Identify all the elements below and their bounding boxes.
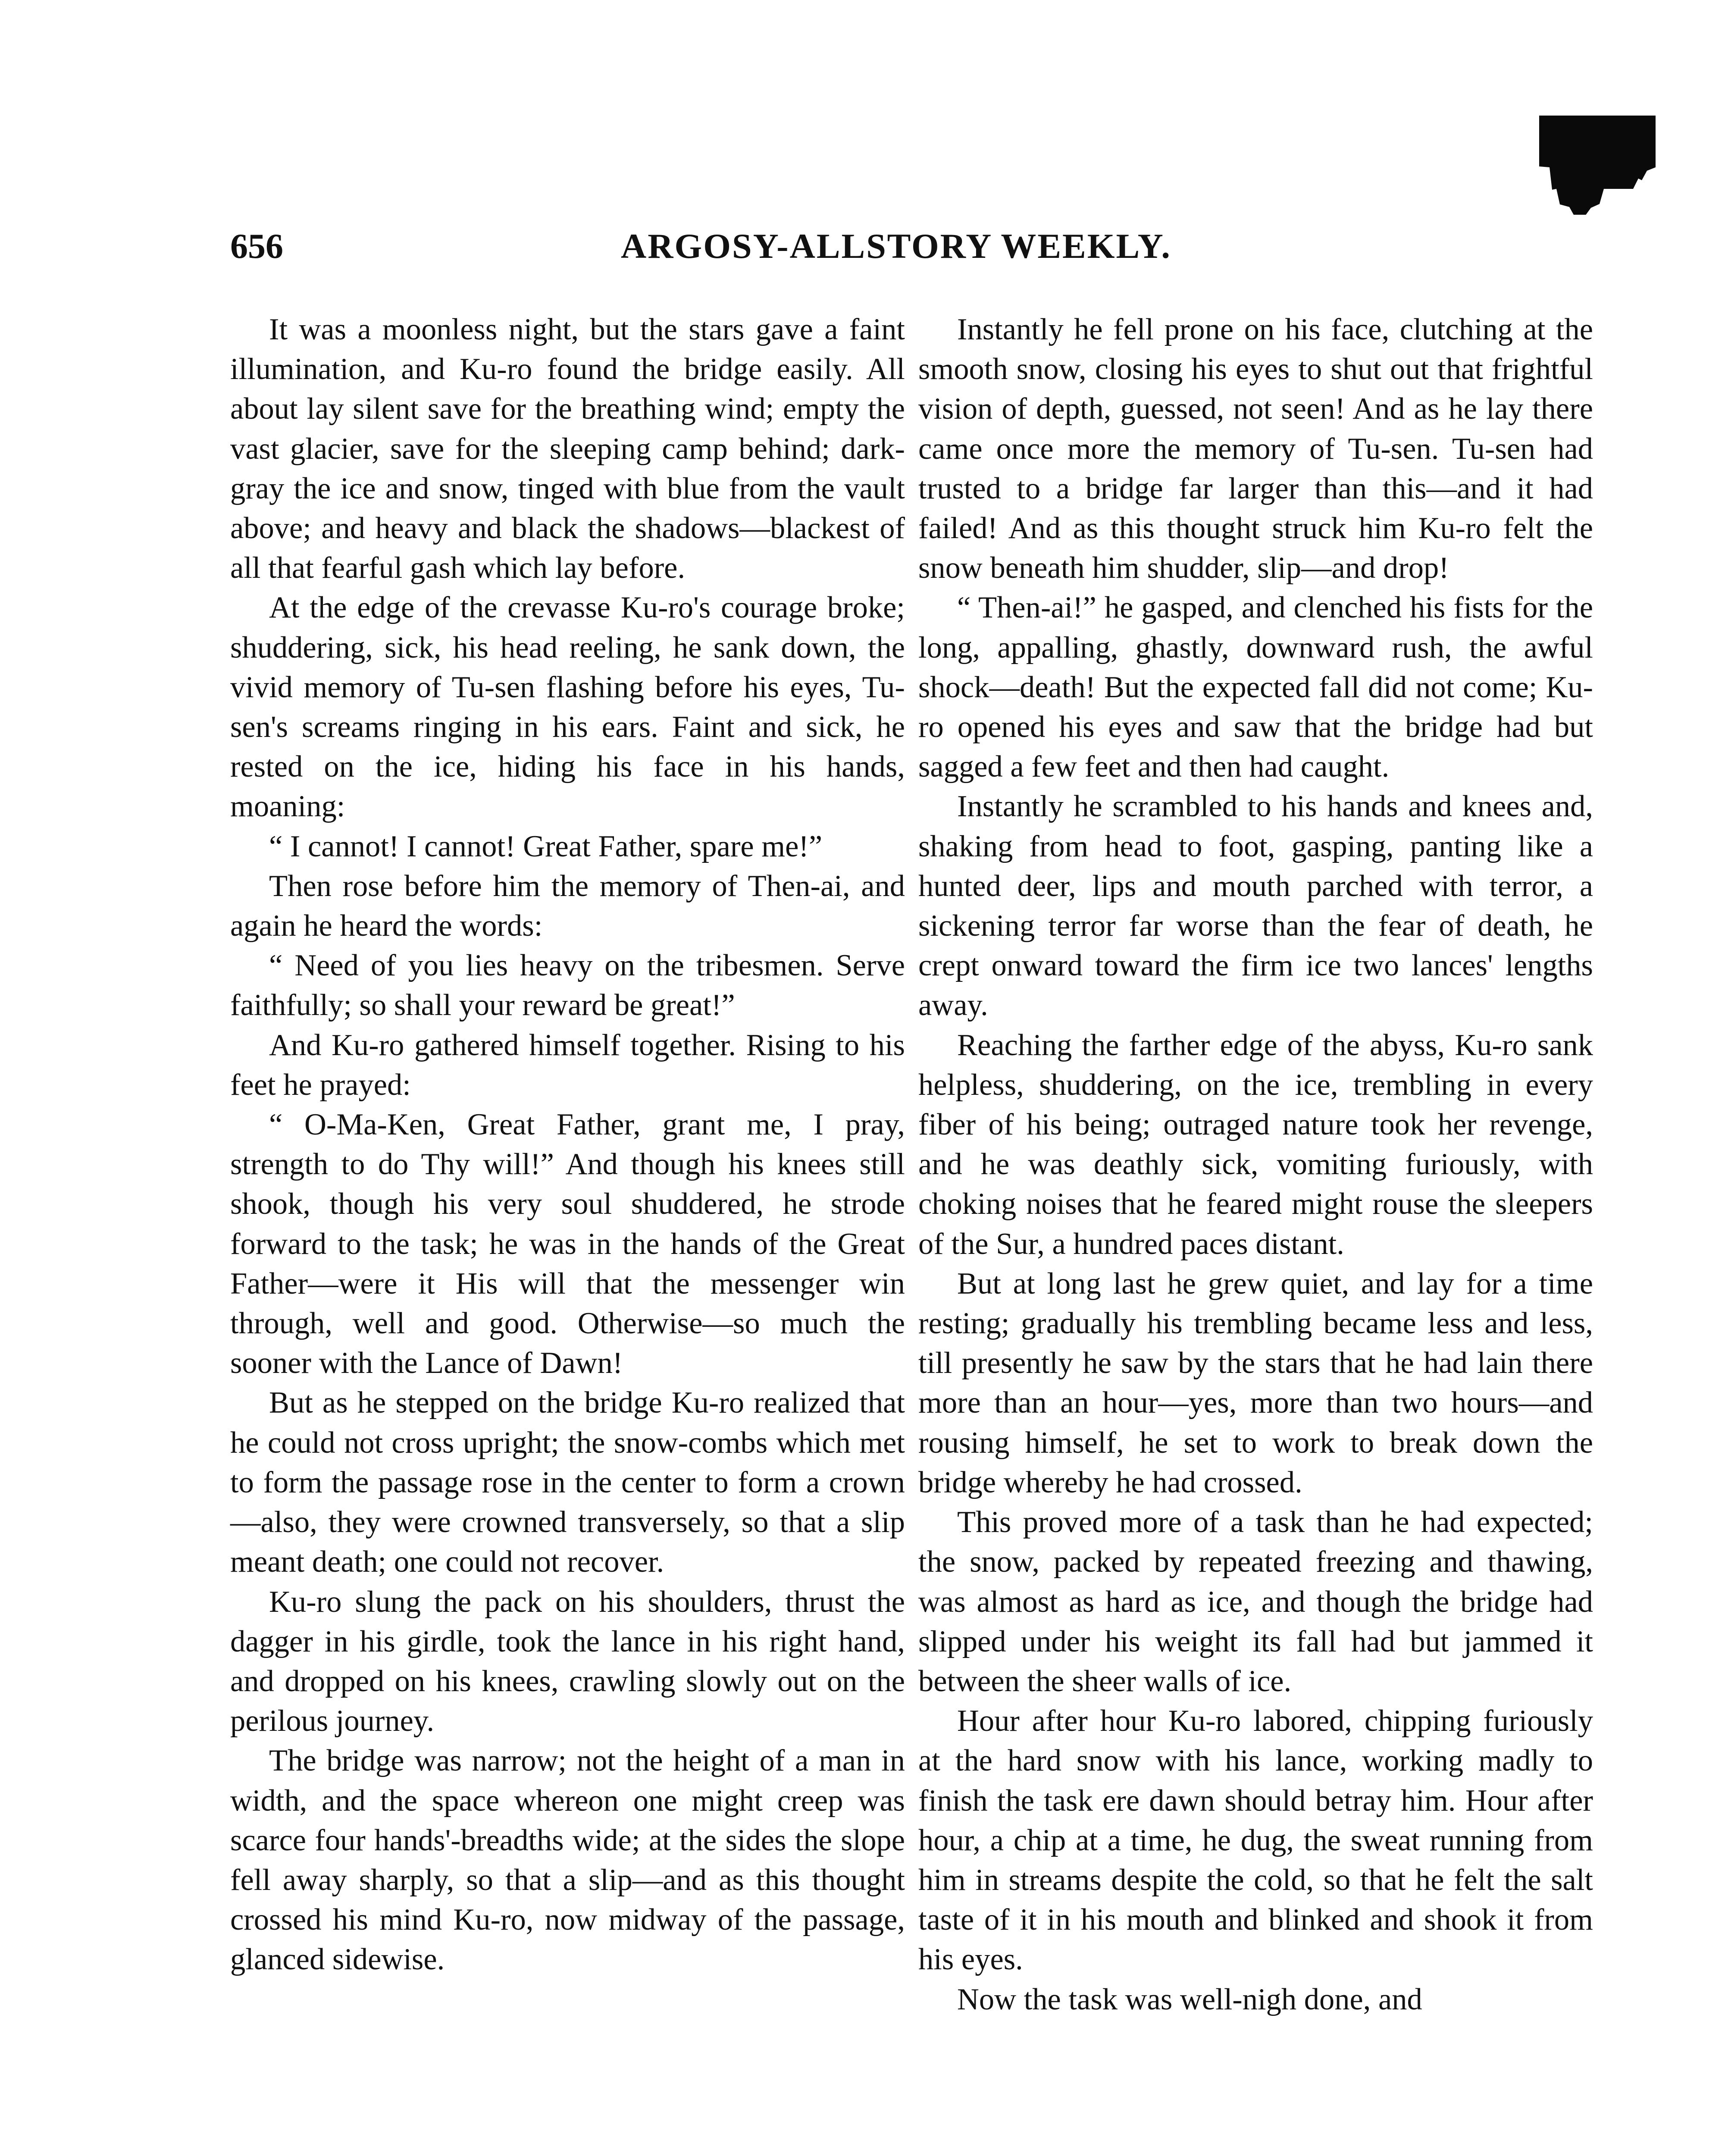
paragraph: But as he stepped on the bridge Ku-ro realized that he could not cross upright; the snow-combs which met to form the passage rose in the center to form a crown—also, they were crowned transversely, so that a slip meant death; one could not recover. xyxy=(230,1386,905,1579)
paragraph: Hour after hour Ku-ro labored, chipping furiously at the hard snow with his lance, working madly to finish the task ere dawn should betray him. Hour after hour, a chip at a time, he dug, the sweat running from him in streams despite the cold, so that he felt the salt taste of it in his mouth and blinked and shook it from his eyes. xyxy=(918,1704,1593,1977)
paragraph: “ I cannot! I cannot! Great Father, spare me!” xyxy=(269,829,823,863)
paragraph: Reaching the farther edge of the abyss, Ku-ro sank helpless, shuddering, on the ice, trembling in every fiber of his being; outraged nature took her revenge, and he was deathly sick, vomiting furiously, with choking noises that he feared might rouse the sleepers of the Sur, a hundred paces distant. xyxy=(918,1028,1593,1261)
paragraph: Instantly he fell prone on his face, clutching at the smooth snow, closing his eyes to shut out that frightful vision of depth, guessed, not seen! And as he lay there came once more the memory of Tu-sen. Tu-sen had trusted to a bridge far larger than this—and it had failed! And as this thought struck him Ku-ro felt the snow beneath him shudder, slip—and drop! xyxy=(918,313,1593,585)
paragraph: Then rose before him the memory of Then-ai, and again he heard the words: xyxy=(230,869,905,943)
paragraph: And Ku-ro gathered himself together. Rising to his feet he prayed: xyxy=(230,1028,905,1102)
paragraph: This proved more of a task than he had expected; the snow, packed by repeated freezing and thawing, was almost as hard as ice, and though the bridge had slipped under his weight its fall had but jammed it between the sheer walls of ice. xyxy=(918,1505,1593,1698)
page-number: 656 xyxy=(230,226,283,266)
paragraph: “ Need of you lies heavy on the tribesmen. Serve faithfully; so shall your reward be great!” xyxy=(230,949,905,1022)
paragraph: But at long last he grew quiet, and lay for a time resting; gradually his trembling became less and less, till presently he saw by the stars that he had lain there more than an hour—yes, more than two hours—and rousing himself, he set to work to break down the bridge whereby he had crossed. xyxy=(918,1266,1593,1499)
corner-ink-mark xyxy=(1539,116,1656,215)
paragraph: Ku-ro slung the pack on his shoulders, thrust the dagger in his girdle, took the lance in his right hand, and dropped on his knees, crawling slowly out on the perilous journey. xyxy=(230,1585,905,1738)
paragraph: Now the task was well-nigh done, and xyxy=(957,1982,1422,2016)
text-column-left xyxy=(230,310,905,1980)
running-head: ARGOSY-ALLSTORY WEEKLY. xyxy=(621,226,1171,266)
paragraph: It was a moonless night, but the stars gave a faint illumination, and Ku-ro found the bridge easily. All about lay silent save for the breathing wind; empty the vast glacier, save for the sleeping camp behind; dark-gray the ice and snow, tinged with blue from the vault above; and heavy and black the shadows—blackest of all that fearful gash which lay before. xyxy=(230,313,905,585)
paragraph: The bridge was narrow; not the height of a man in width, and the space whereon one might creep was scarce four hands'-breadths wide; at the sides the slope fell away sharply, so that a slip—and as this thought crossed his mind Ku-ro, now midway of the passage, glanced sidewise. xyxy=(230,1744,905,1977)
paragraph: Instantly he scrambled to his hands and knees and, shaking from head to foot, gasping, panting like a hunted deer, lips and mouth parched with terror, a sickening terror far worse than the fear of death, he crept onward toward the firm ice two lances' lengths away. xyxy=(918,790,1593,1022)
paragraph: “ Then-ai!” he gasped, and clenched his fists for the long, appalling, ghastly, downward rush, the awful shock—death! But the expected fall did not come; Ku-ro opened his eyes and saw that the bridge had but sagged a few feet and then had caught. xyxy=(918,591,1593,784)
paragraph: “ O-Ma-Ken, Great Father, grant me, I pray, strength to do Thy will!” And though his knees still shook, though his very soul shuddered, he strode forward to the task; he was in the hands of the Great Father—were it His will that the messenger win through, well and good. Otherwise—so much the sooner with the Lance of Dawn! xyxy=(230,1108,905,1380)
paragraph: At the edge of the crevasse Ku-ro's courage broke; shuddering, sick, his head reeling, he sank down, the vivid memory of Tu-sen flashing before his eyes, Tu-sen's screams ringing in his ears. Faint and sick, he rested on the ice, hiding his face in his hands, moaning: xyxy=(230,591,905,824)
text-column-right xyxy=(918,310,1593,2019)
